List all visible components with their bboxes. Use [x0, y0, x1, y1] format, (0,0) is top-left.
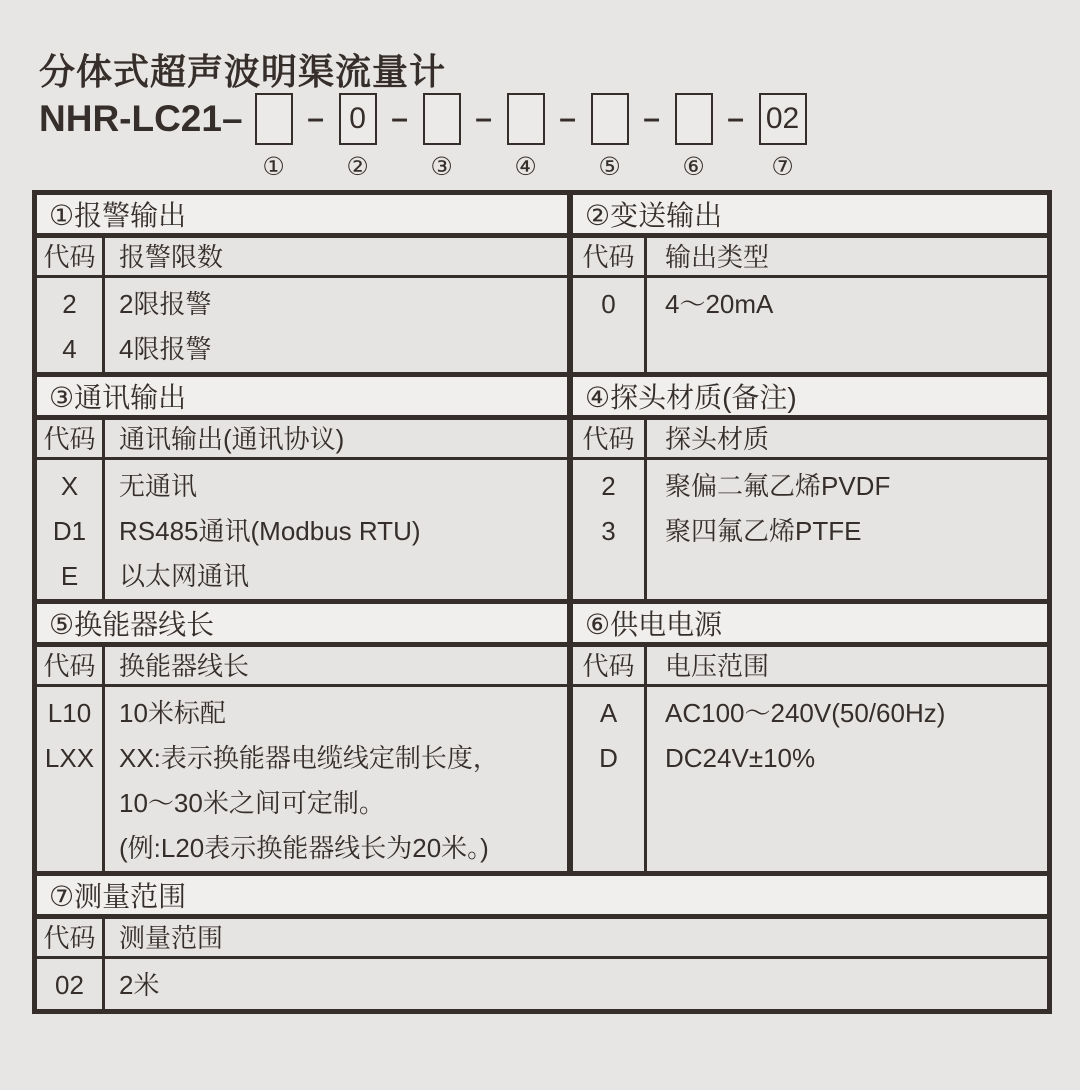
section-communication-output	[37, 377, 573, 599]
value-header: 报警限数	[119, 242, 224, 272]
value-cell: 2米	[119, 970, 160, 1000]
section-title: ①报警输出	[37, 195, 567, 238]
model-dash: –	[307, 102, 324, 135]
model-dash: –	[391, 102, 408, 135]
code-cell: 3	[601, 516, 616, 546]
circled-6-label: ⑥	[682, 153, 705, 181]
section-alarm-output	[37, 195, 573, 372]
code-header: 代码	[573, 420, 647, 457]
section-title: ⑥供电电源	[573, 604, 1047, 647]
band-3	[37, 599, 1047, 871]
section-title: ④探头材质(备注)	[573, 377, 1047, 420]
model-dash: –	[559, 102, 576, 135]
circled-3-label: ③	[430, 153, 453, 181]
model-box-2: 0	[339, 93, 377, 145]
code-cell: L10	[47, 698, 92, 728]
model-segment-3	[423, 93, 461, 182]
code-cell: LXX	[44, 743, 95, 773]
model-box-6	[675, 93, 713, 145]
value-header: 换能器线长	[119, 651, 250, 681]
code-cell: A	[599, 698, 618, 728]
model-segment-2	[339, 93, 377, 182]
column-header	[573, 238, 1047, 278]
circled-2-label: ②	[346, 153, 369, 181]
model-box-3	[423, 93, 461, 145]
circled-5-label: ⑤	[598, 153, 621, 181]
section-power-supply	[573, 604, 1047, 871]
circled-7-label: ⑦	[771, 153, 794, 181]
code-cell: D	[599, 743, 618, 773]
model-box-7: 02	[759, 93, 807, 145]
value-cell: 无通讯	[119, 471, 198, 501]
model-segment-5	[591, 93, 629, 182]
column-header	[573, 647, 1047, 687]
code-header: 代码	[37, 647, 105, 684]
value-cell: 以太网通讯	[119, 561, 250, 591]
selection-table	[32, 190, 1052, 1014]
model-segment-4	[507, 93, 545, 182]
value-cell: 聚四氟乙烯PTFE	[665, 516, 862, 546]
model-segment-6	[675, 93, 713, 182]
code-cell: D1	[52, 516, 87, 546]
value-cell: 10～30米之间可定制。	[119, 788, 385, 818]
value-cell: (例:L20表示换能器线长为20米。)	[119, 833, 489, 863]
section-measuring-range	[37, 876, 1047, 1009]
column-header	[573, 420, 1047, 460]
section-rows	[573, 460, 1047, 599]
model-box-1	[255, 93, 293, 145]
model-dash: –	[727, 102, 744, 135]
section-title: ③通讯输出	[37, 377, 567, 420]
value-cell: XX:表示换能器电缆线定制长度，	[119, 743, 499, 773]
code-header: 代码	[37, 919, 105, 956]
circled-4-label: ④	[514, 153, 537, 181]
code-cell: X	[60, 471, 79, 501]
code-header: 代码	[573, 238, 647, 275]
value-cell: 10米标配	[119, 698, 226, 728]
model-dash: –	[475, 102, 492, 135]
value-cell: 聚偏二氟乙烯PVDF	[665, 471, 891, 501]
value-header: 测量范围	[119, 923, 224, 953]
model-segment-1	[255, 93, 293, 182]
value-cell: 4限报警	[119, 334, 212, 364]
model-box-4	[507, 93, 545, 145]
section-title: ⑦测量范围	[37, 876, 1047, 919]
section-rows	[37, 959, 1047, 1009]
value-cell: RS485通讯(Modbus RTU)	[119, 516, 421, 546]
band-2	[37, 372, 1047, 599]
code-header: 代码	[37, 420, 105, 457]
code-header: 代码	[37, 238, 105, 275]
value-header: 探头材质	[665, 424, 770, 454]
band-1	[37, 195, 1047, 372]
band-4	[37, 871, 1047, 1009]
code-cell: 0	[601, 289, 616, 319]
model-code-line	[39, 93, 807, 182]
value-header: 输出类型	[665, 242, 770, 272]
code-cell: 4	[62, 334, 77, 364]
section-transmit-output	[573, 195, 1047, 372]
section-title: ⑤换能器线长	[37, 604, 567, 647]
column-header	[37, 420, 567, 460]
page-title: 分体式超声波明渠流量计	[39, 51, 447, 92]
column-header	[37, 919, 1047, 959]
section-rows	[573, 278, 1047, 372]
code-cell: E	[60, 561, 79, 591]
column-header	[37, 647, 567, 687]
value-header: 电压范围	[665, 651, 770, 681]
column-header	[37, 238, 567, 278]
model-segment-7	[759, 93, 807, 182]
section-rows	[37, 278, 567, 372]
section-rows	[37, 687, 567, 871]
value-header: 通讯输出(通讯协议)	[119, 424, 345, 454]
section-probe-material	[573, 377, 1047, 599]
section-title: ②变送输出	[573, 195, 1047, 238]
value-cell: 4～20mA	[665, 289, 774, 319]
circled-1-label: ①	[262, 153, 285, 181]
value-cell: AC100～240V(50/60Hz)	[665, 698, 946, 728]
model-dash: –	[643, 102, 660, 135]
section-rows	[573, 687, 1047, 871]
code-cell: 2	[601, 471, 616, 501]
model-prefix: NHR-LC21–	[39, 98, 243, 139]
code-cell: 2	[62, 289, 77, 319]
model-box-5	[591, 93, 629, 145]
section-rows	[37, 460, 567, 599]
section-transducer-cable-length	[37, 604, 573, 871]
code-cell: 02	[55, 970, 84, 1000]
value-cell: 2限报警	[119, 289, 212, 319]
code-header: 代码	[573, 647, 647, 684]
value-cell: DC24V±10%	[665, 743, 816, 773]
